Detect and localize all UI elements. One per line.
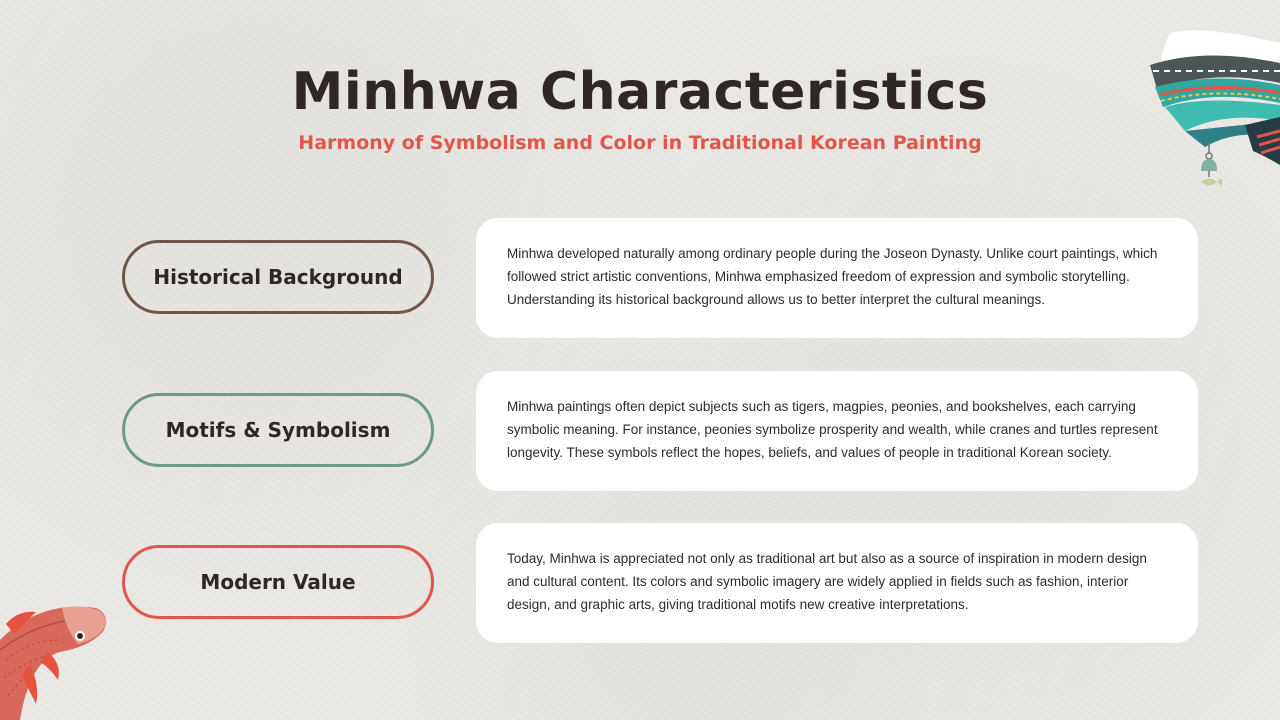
- label-text: Modern Value: [200, 570, 356, 594]
- label-text: Motifs & Symbolism: [165, 418, 391, 442]
- card-text: Minhwa paintings often depict subjects such as tigers, magpies, peonies, and bookshelves, each carrying symbolic meaning. For instance, peonies symbolize prosperity and wealth, while cranes and turtles represent longevity. These symbols reflect the hopes, beliefs, and values of people in traditional Korean society.: [507, 399, 1158, 460]
- card-motifs-symbolism: [476, 371, 1198, 491]
- koi-fish-icon: [0, 600, 110, 720]
- card-text: Today, Minhwa is appreciated not only as traditional art but also as a source of inspiration in modern design and cultural content. Its colors and symbolic imagery are widely applied in fields such as fashion, interior design, and graphic arts, giving traditional motifs new creative interpretations.: [507, 551, 1147, 612]
- slide-subtitle: Harmony of Symbolism and Color in Traditional Korean Painting: [298, 132, 982, 154]
- slide-title: Minhwa Characteristics: [291, 62, 989, 122]
- label-historical-background: [122, 240, 434, 314]
- label-text: Historical Background: [153, 265, 403, 289]
- label-motifs-symbolism: [122, 393, 434, 467]
- label-modern-value: [122, 545, 434, 619]
- hanok-roof-eave-icon: [1145, 25, 1280, 195]
- card-historical-background: [476, 218, 1198, 338]
- card-text: Minhwa developed naturally among ordinary people during the Joseon Dynasty. Unlike court paintings, which followed strict artistic conventions, Minhwa emphasized freedom of expression and symbolic storytelling. Understanding its historical background allows us to better interpret the cultural meanings.: [507, 246, 1158, 307]
- card-modern-value: [476, 523, 1198, 643]
